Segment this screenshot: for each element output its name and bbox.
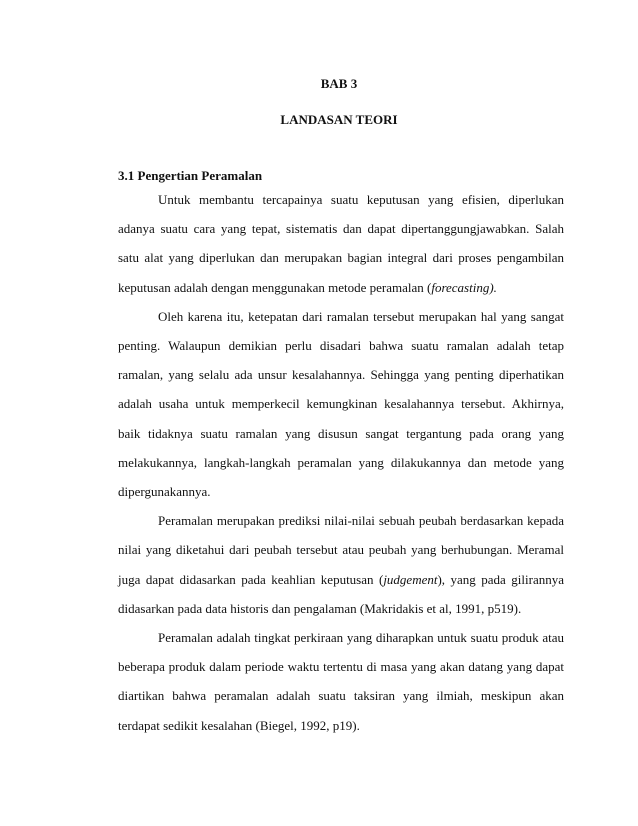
paragraph-4: Peramalan adalah tingkat perkiraan yang diharapkan untuk suatu produk atau beberapa produk dalam periode waktu tertentu di masa yang akan datang yang dapat diartikan bahwa peramalan adalah suatu taksiran yang ilmiah, meskipun akan terdapat sedikit kesalahan (Biegel, 1992, p19). [118, 630, 564, 733]
chapter-title: LANDASAN TEORI [280, 112, 398, 127]
paragraph-3-tail: ), yang pada gilirannya didasarkan pada data historis dan pengalaman (Makridakis et al, 1991, p519). [118, 571, 564, 616]
section-heading: 3.1 Pengertian Peramalan [118, 168, 263, 183]
term-forecasting: forecasting). [431, 279, 497, 295]
paragraph-2: Oleh karena itu, ketepatan dari ramalan tersebut merupakan hal yang sangat penting. Walaupun demikian perlu disadari bahwa suatu ramalan adalah tetap ramalan, yang selalu ada unsur kesalahannya. Sehingga yang penting diperhatikan adalah usaha untuk memperkecil kemungkinan kesalahannya tersebut. Akhirnya, baik tidaknya suatu ramalan yang disusun sangat tergantung pada orang yang melakukannya, langkah-langkah peramalan yang dilakukannya dan metode yang dipergunakannya. [118, 308, 564, 500]
paragraph-3 [118, 506, 564, 623]
term-judgement: judgement [383, 571, 438, 587]
paragraph-3-text: Peramalan merupakan prediksi nilai-nilai sebuah peubah berdasarkan kepada nilai yang diketahui dari peubah tersebut atau peubah yang berhubungan. Meramal juga dapat didasarkan pada keahlian keputusan ( [118, 513, 564, 587]
paragraph-1 [118, 185, 564, 302]
chapter-number: BAB 3 [320, 76, 358, 91]
section-body [118, 185, 564, 740]
paragraph-1-text: Untuk membantu tercapainya suatu keputusan yang efisien, diperlukan adanya suatu cara yang tepat, sistematis dan dapat dipertanggungjawabkan. Salah satu alat yang diperlukan dan merupakan bagian integral dari proses pengambilan keputusan adalah dengan menggunakan metode peramalan ( [118, 192, 564, 295]
